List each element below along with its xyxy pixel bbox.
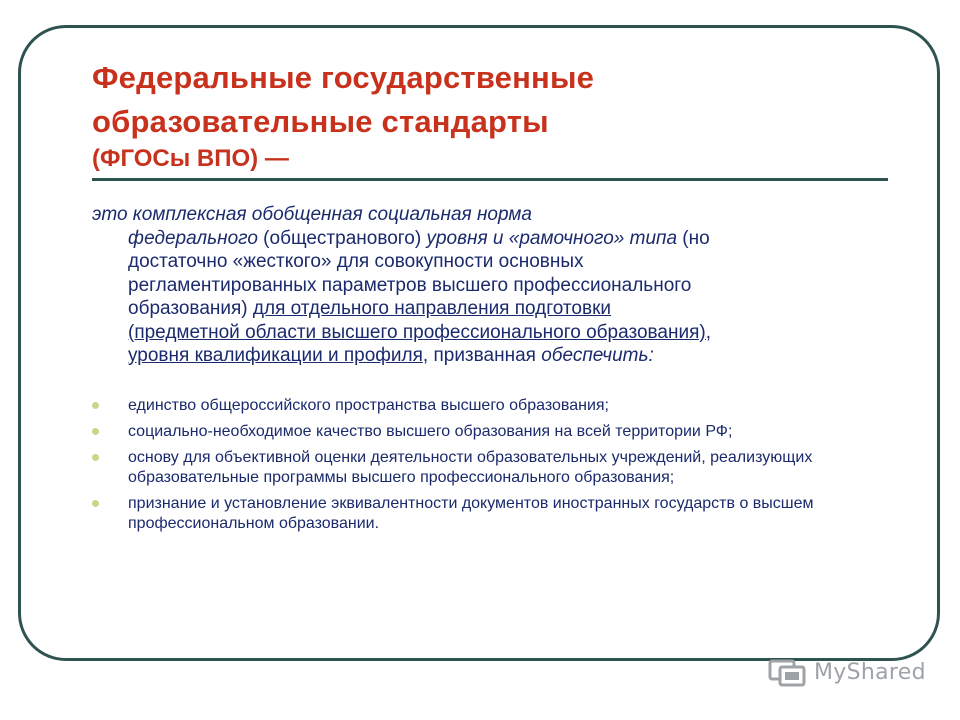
bullet-item (92, 396, 892, 416)
definition-line-6: (предметной области высшего профессионального образования), (128, 321, 711, 343)
bullet-text: единство общероссийского пространства высшего образования; (128, 397, 609, 414)
bullet-text: признание и установление эквивалентности документов иностранных государств о высшем профессиональном образовании. (128, 495, 814, 532)
definition-line-1: это комплексная обобщенная социальная норма (92, 204, 532, 225)
definition-line-5 (92, 297, 882, 321)
bullet-icon (92, 402, 99, 409)
bullet-text: основу для объективной оценки деятельности образовательных учреждений, реализующих образовательные программы высшего профессионального образования; (128, 449, 813, 486)
myshared-logo-icon (768, 655, 808, 689)
definition-paragraph (92, 203, 882, 368)
definition-text: федерального (128, 227, 258, 249)
bullet-item (92, 448, 892, 488)
definition-line-2 (92, 227, 882, 251)
definition-text: (но (677, 227, 710, 249)
definition-text: уровня и «рамочного» типа (426, 227, 678, 249)
bullet-item (92, 494, 892, 534)
bullet-icon (92, 428, 99, 435)
watermark-text: MyShared (814, 659, 926, 685)
definition-underlined-text: для отдельного направления подготовки (252, 298, 612, 319)
definition-underlined-text: уровня квалификации и профиля (128, 345, 423, 366)
title-line-3: (ФГОСы ВПО) — (92, 145, 289, 172)
definition-line-7 (92, 344, 882, 368)
bullet-item (92, 422, 892, 442)
title-line-1: Федеральные государственные (92, 60, 595, 95)
definition-line-3: достаточно «жесткого» для совокупности основных (128, 251, 584, 272)
title-divider (92, 178, 888, 181)
bullet-list (92, 396, 892, 540)
bullet-text: социально-необходимое качество высшего образования на всей территории РФ; (128, 423, 733, 440)
definition-text: образования) (128, 298, 253, 319)
bullet-icon (92, 454, 99, 461)
myshared-watermark (768, 652, 926, 692)
definition-text: (общестранового) (257, 227, 427, 249)
slide-title (92, 56, 872, 174)
title-line-2: образовательные стандарты (92, 104, 549, 139)
definition-text: , призванная (422, 345, 542, 366)
definition-line-4: регламентированных параметров высшего профессионального (128, 274, 692, 296)
bullet-icon (92, 500, 99, 507)
definition-text: обеспечить: (541, 345, 654, 366)
